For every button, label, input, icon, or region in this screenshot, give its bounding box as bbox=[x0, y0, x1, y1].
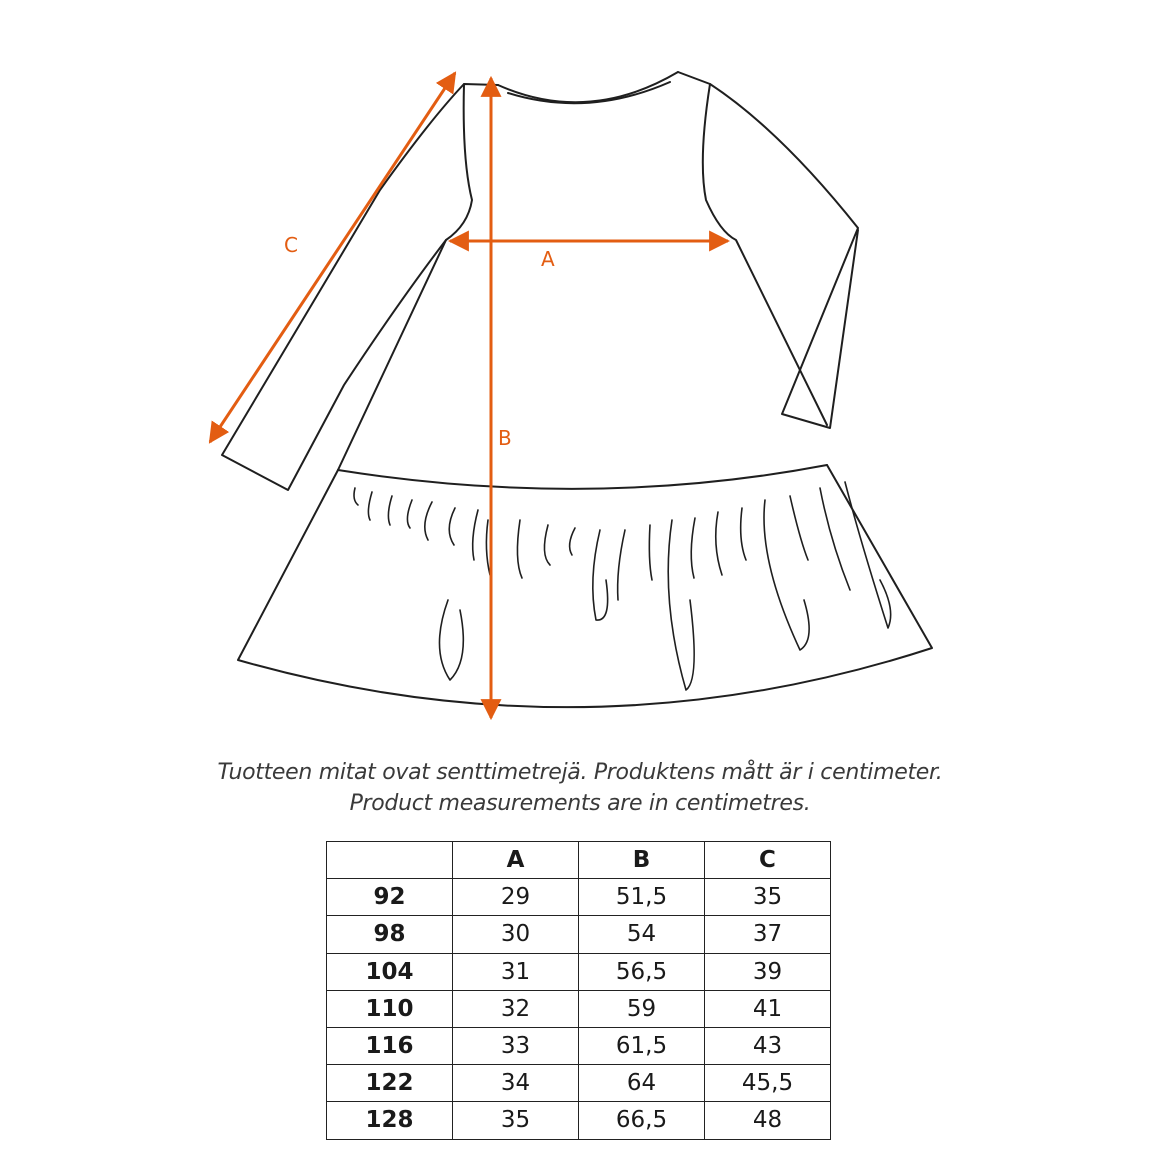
left-sleeve bbox=[222, 84, 464, 490]
b-cell: 59 bbox=[579, 990, 705, 1027]
header-size bbox=[327, 842, 453, 879]
c-cell: 39 bbox=[705, 953, 831, 990]
measurement-lines bbox=[210, 73, 728, 718]
a-cell: 33 bbox=[453, 1027, 579, 1064]
c-cell: 41 bbox=[705, 990, 831, 1027]
size-cell: 110 bbox=[327, 990, 453, 1027]
a-cell: 35 bbox=[453, 1102, 579, 1139]
b-cell: 66,5 bbox=[579, 1102, 705, 1139]
b-cell: 54 bbox=[579, 916, 705, 953]
a-cell: 32 bbox=[453, 990, 579, 1027]
dress-outline bbox=[222, 72, 932, 707]
measure-c-arrow bbox=[210, 73, 455, 442]
label-c: C bbox=[284, 233, 298, 257]
header-b: B bbox=[579, 842, 705, 879]
skirt-gathers bbox=[354, 482, 891, 690]
header-c: C bbox=[705, 842, 831, 879]
size-cell: 122 bbox=[327, 1065, 453, 1102]
c-cell: 35 bbox=[705, 879, 831, 916]
table-row bbox=[327, 1102, 831, 1139]
waist-seam bbox=[338, 465, 827, 489]
table-row bbox=[327, 879, 831, 916]
b-cell: 56,5 bbox=[579, 953, 705, 990]
right-sleeve bbox=[710, 84, 858, 428]
neck-band bbox=[508, 82, 670, 103]
size-cell: 128 bbox=[327, 1102, 453, 1139]
size-cell: 92 bbox=[327, 879, 453, 916]
bodice bbox=[338, 72, 827, 470]
table-row bbox=[327, 916, 831, 953]
size-cell: 116 bbox=[327, 1027, 453, 1064]
a-cell: 30 bbox=[453, 916, 579, 953]
b-cell: 61,5 bbox=[579, 1027, 705, 1064]
c-cell: 37 bbox=[705, 916, 831, 953]
size-table bbox=[326, 841, 831, 1140]
size-cell: 104 bbox=[327, 953, 453, 990]
a-cell: 29 bbox=[453, 879, 579, 916]
c-cell: 45,5 bbox=[705, 1065, 831, 1102]
table-header-row bbox=[327, 842, 831, 879]
skirt bbox=[238, 465, 932, 707]
table-row bbox=[327, 990, 831, 1027]
c-cell: 43 bbox=[705, 1027, 831, 1064]
label-b: B bbox=[498, 426, 512, 450]
b-cell: 64 bbox=[579, 1065, 705, 1102]
header-a: A bbox=[453, 842, 579, 879]
label-a: A bbox=[541, 247, 555, 271]
caption-line-1: Tuotteen mitat ovat senttimetrejä. Produktens mått är i centimeter. bbox=[217, 760, 943, 785]
table-row bbox=[327, 1027, 831, 1064]
size-cell: 98 bbox=[327, 916, 453, 953]
a-cell: 34 bbox=[453, 1065, 579, 1102]
a-cell: 31 bbox=[453, 953, 579, 990]
table-row bbox=[327, 953, 831, 990]
b-cell: 51,5 bbox=[579, 879, 705, 916]
table-row bbox=[327, 1065, 831, 1102]
caption-line-2: Product measurements are in centimetres. bbox=[349, 791, 811, 816]
c-cell: 48 bbox=[705, 1102, 831, 1139]
